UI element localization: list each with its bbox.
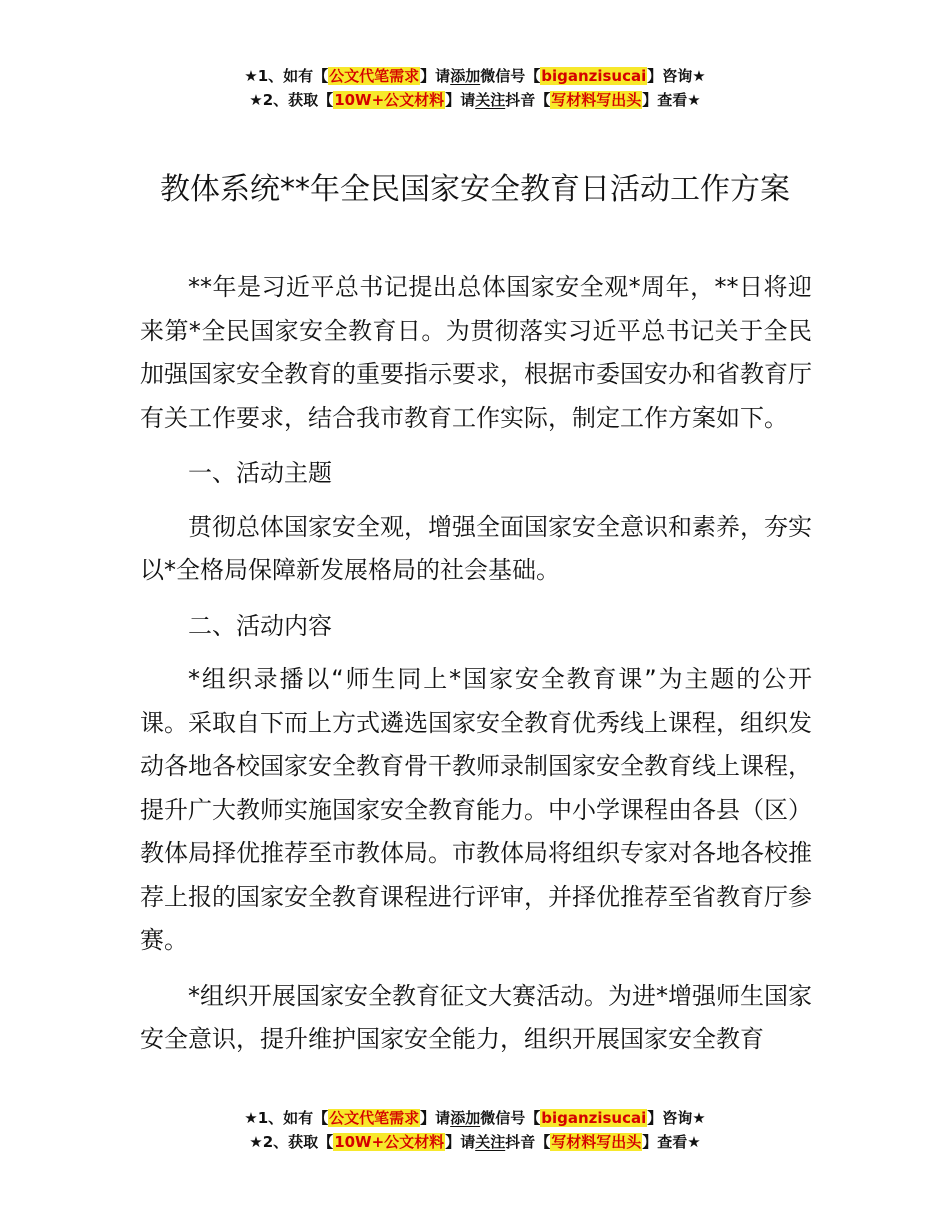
banner-highlight: biganzisucai xyxy=(541,1109,647,1127)
banner-text: 】查看★ xyxy=(642,91,701,109)
banner-text: ★2、获取【 xyxy=(249,91,334,109)
banner-line-1 xyxy=(0,1106,950,1130)
paragraph: *组织录播以“师生同上*国家安全教育课”为主题的公开课。采取自下而上方式遴选国家安全教育优秀线上课程，组织发动各地各校国家安全教育骨干教师录制国家安全教育线上课程，提升广大教师实施国家安全教育能力。中小学课程由各县（区）教体局择优推荐至市教体局。市教体局将组织专家对各地各校推荐上报的国家安全教育课程进行评审，并择优推荐至省教育厅参赛。 xyxy=(140,665,812,954)
banner-text: 】请 xyxy=(420,1109,451,1127)
document-body xyxy=(140,266,812,1074)
banner-underlined: 关注 xyxy=(475,1133,506,1151)
banner-highlight: 10W+公文材料 xyxy=(334,91,445,109)
section-heading: 一、活动主题 xyxy=(188,459,332,487)
banner-text: 】请 xyxy=(445,91,476,109)
banner-highlight: biganzisucai xyxy=(541,67,647,85)
banner-text: ★2、获取【 xyxy=(249,1133,334,1151)
banner-underlined: 添加 xyxy=(450,67,481,85)
paragraph: **年是习近平总书记提出总体国家安全观*周年，**日将迎来第*全民国家安全教育日。为贯彻落实习近平总书记关于全民加强国家安全教育的重要指示要求，根据市委国安办和省教育厅有关工作要求，结合我市教育工作实际，制定工作方案如下。 xyxy=(140,273,812,432)
header-banner xyxy=(0,64,950,112)
banner-underlined: 添加 xyxy=(450,1109,481,1127)
banner-text: ★1、如有【 xyxy=(244,1109,329,1127)
banner-line-2 xyxy=(0,88,950,112)
banner-text: 】查看★ xyxy=(642,1133,701,1151)
banner-text: 】请 xyxy=(445,1133,476,1151)
banner-line-1 xyxy=(0,64,950,88)
banner-text: 】请 xyxy=(420,67,451,85)
banner-text: 微信号【 xyxy=(480,1109,541,1127)
banner-underlined: 关注 xyxy=(475,91,506,109)
section-heading: 二、活动内容 xyxy=(188,611,332,640)
banner-highlight: 公文代笔需求 xyxy=(329,67,420,85)
banner-text: 】咨询★ xyxy=(647,67,706,85)
paragraph: *组织开展国家安全教育征文大赛活动。为进*增强师生国家安全意识，提升维护国家安全能力，组织开展国家安全教育 xyxy=(140,981,812,1053)
banner-highlight: 写材料写出头 xyxy=(551,1133,642,1151)
banner-highlight: 10W+公文材料 xyxy=(334,1133,445,1151)
banner-text: ★1、如有【 xyxy=(244,67,329,85)
banner-highlight: 公文代笔需求 xyxy=(329,1109,420,1127)
banner-text: 微信号【 xyxy=(480,67,541,85)
banner-text: 抖音【 xyxy=(505,1133,551,1151)
banner-highlight: 写材料写出头 xyxy=(551,91,642,109)
banner-line-2 xyxy=(0,1130,950,1154)
banner-text: 抖音【 xyxy=(505,91,551,109)
page-title: 教体系统**年全民国家安全教育日活动工作方案 xyxy=(160,172,790,207)
footer-banner xyxy=(0,1106,950,1154)
paragraph: 贯彻总体国家安全观，增强全面国家安全意识和素养，夯实以*全格局保障新发展格局的社会基础。 xyxy=(140,512,812,584)
banner-text: 】咨询★ xyxy=(647,1109,706,1127)
